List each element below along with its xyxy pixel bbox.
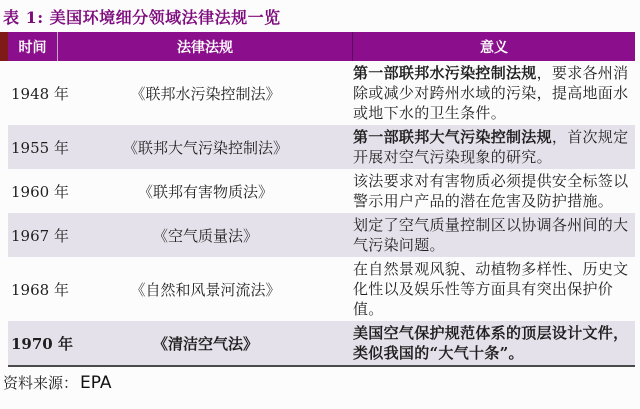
header-cell-law: 法律法规 [58,32,353,61]
header-cell-meaning: 意义 [480,39,508,56]
meaning-cell: 划定了空气质量控制区以协调各州间的大气污染问题。 [353,216,629,254]
source-label: 资料来源： [3,374,79,392]
law-cell: 《空气质量法》 [152,226,258,245]
table-row [8,213,635,257]
table-row [8,169,635,213]
year-cell: 1968 年 [11,280,69,299]
law-cell: 《自然和风景河流法》 [130,280,281,299]
year-cell: 1960 年 [11,182,69,201]
header-cell-time: 时间 [8,32,58,61]
law-cell: 《清洁空气法》 [152,334,258,353]
meaning-cell: 在自然景观风貌、动植物多样性、历史文化性以及娱乐性等方面具有突出保护价值。 [353,260,629,318]
year-cell: 1955 年 [11,138,69,157]
meaning-cell: 第一部联邦水污染控制法规，要求各州消除或减少对跨州水域的污染，提高地面水或地下水的卫生条件。 [353,64,629,122]
table-row [8,61,635,125]
table-body [8,61,635,367]
law-cell: 《联邦大气污染控制法》 [122,138,288,157]
year-cell: 1967 年 [11,226,69,245]
table-row [8,125,635,169]
law-cell: 《联邦有害物质法》 [137,182,273,201]
meaning-cell: 该法要求对有害物质必须提供安全标签以警示用户产品的潜在危害及防护措施。 [353,172,629,210]
laws-table [0,32,640,367]
year-cell: 1970 年 [11,334,73,353]
table-title: 表 1: 美国环境细分领域法律法规一览 [3,8,281,27]
meaning-cell: 第一部联邦大气污染控制法规，首次规定开展对空气污染现象的研究。 [353,128,629,166]
table-row [8,321,635,365]
table-header-row [0,32,635,61]
meaning-cell: 美国空气保护规范体系的顶层设计文件，类似我国的“大气十条”。 [353,324,629,362]
source-value: EPA [80,373,112,393]
table-row [8,257,635,321]
year-cell: 1948 年 [11,84,69,103]
source-note [0,367,640,393]
law-cell: 《联邦水污染控制法》 [130,84,281,103]
